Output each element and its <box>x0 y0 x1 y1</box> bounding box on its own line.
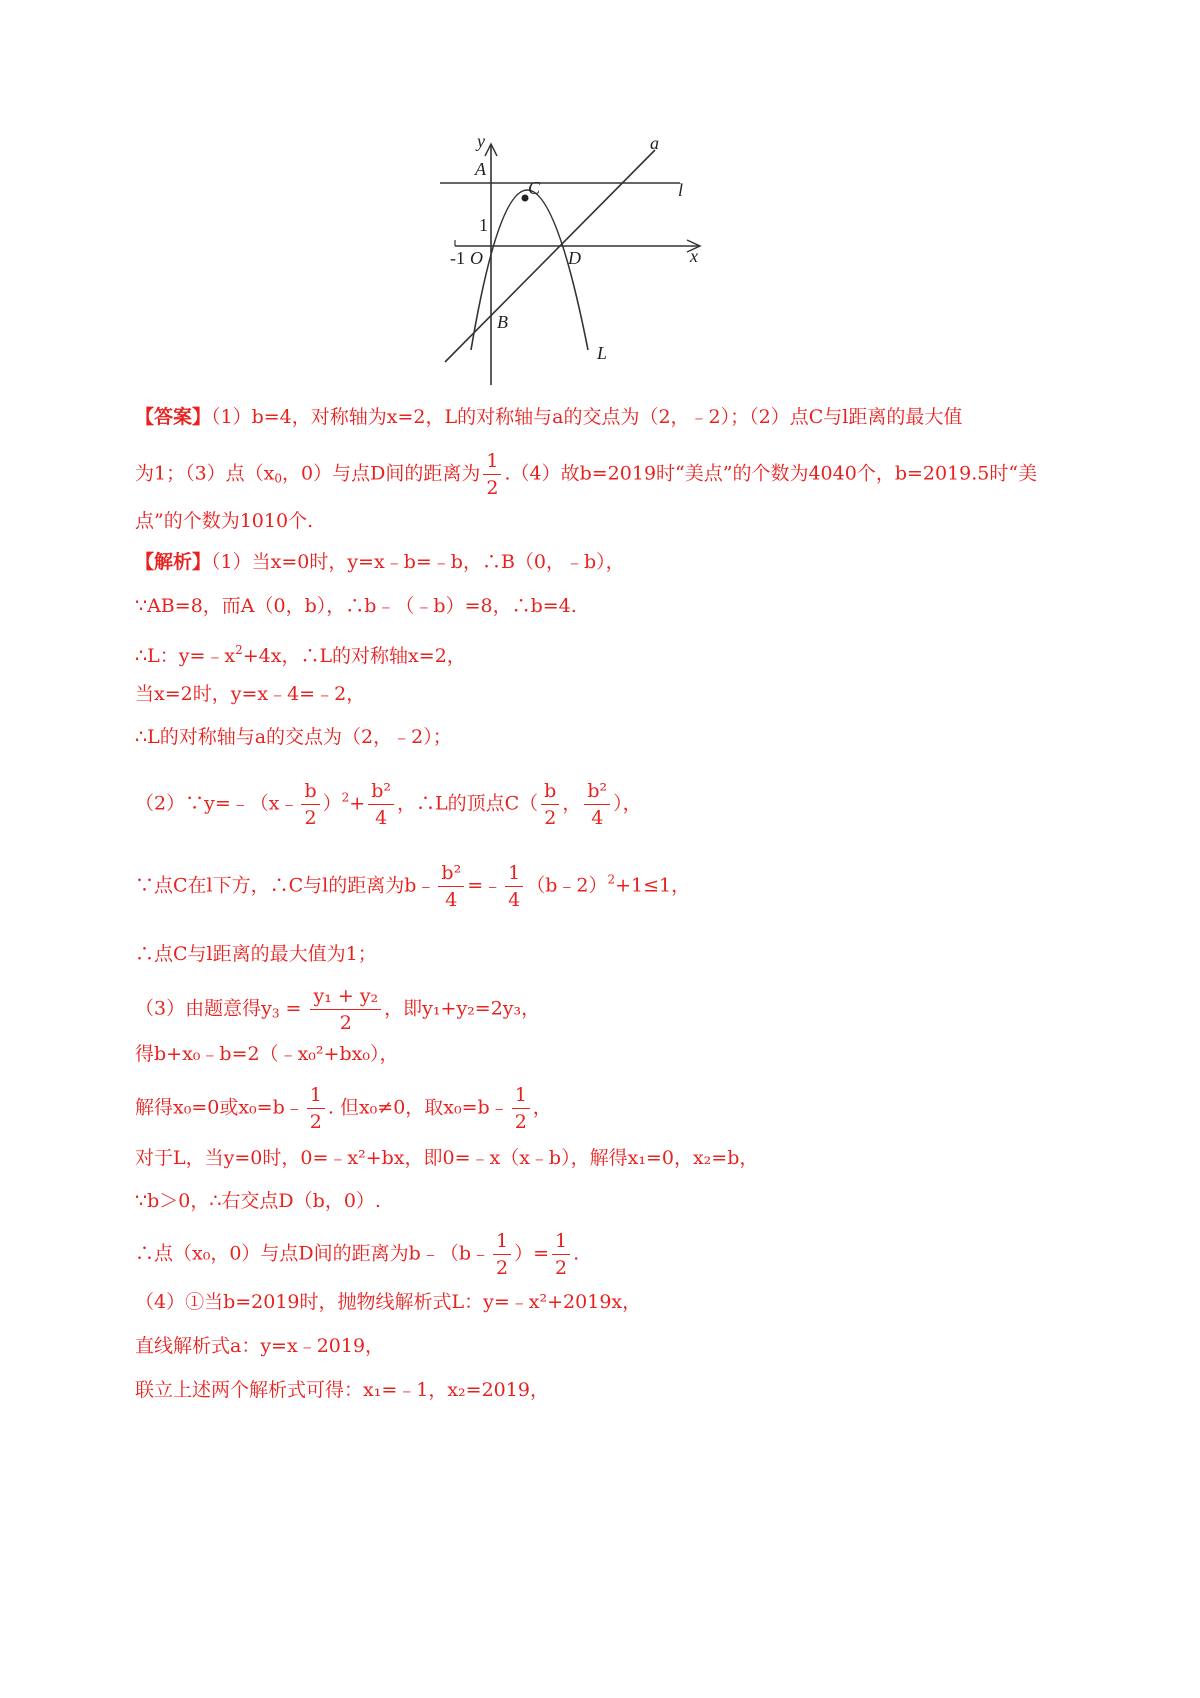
t: ）， <box>613 792 642 815</box>
fraction <box>505 860 523 913</box>
frac-num: y₁ + y₂ <box>310 983 381 1010</box>
frac-den: 2 <box>309 1111 322 1133</box>
t: ∵点C在l下方，∴C与l的距离为b﹣ <box>135 874 436 897</box>
frac-den: 2 <box>339 1012 352 1034</box>
analysis-line-17: 联立上述两个解析式可得：x₁=﹣1，x₂=2019， <box>135 1379 549 1401</box>
analysis-line-14 <box>135 1228 579 1281</box>
label-x: x <box>690 246 698 266</box>
label-O: O <box>470 248 483 268</box>
t: . 但x₀≠0，取x₀=b﹣ <box>327 1096 509 1119</box>
analysis-line-16: 直线解析式a：y=x﹣2019， <box>135 1335 385 1357</box>
t: （2）∵y=﹣（x﹣ <box>135 792 299 815</box>
frac-num: 1 <box>307 1082 325 1109</box>
frac-num: 1 <box>512 1082 530 1109</box>
t: +1≤1， <box>615 874 691 897</box>
label-neg-one: -1 <box>450 248 465 268</box>
frac-num: b <box>301 778 319 805</box>
answer-text-1: （1）b=4，对称轴为x=2，L的对称轴与a的交点为（2，﹣2）；（2）点C与l距离的最大值 <box>211 406 963 428</box>
sub: 3 <box>271 1006 280 1021</box>
frac-num: 1 <box>493 1228 511 1255</box>
frac-num: b² <box>438 860 464 887</box>
label-D: D <box>568 248 581 268</box>
t: ， <box>532 1096 552 1119</box>
t: ∴点（x₀，0）与点D间的距离为b﹣（b﹣ <box>135 1242 490 1265</box>
parabola-L <box>471 190 588 350</box>
analysis-line-2: ∵AB=8，而A（0，b），∴b﹣（﹣b）=8，∴b=4. <box>135 595 577 617</box>
t: . <box>573 1242 580 1265</box>
frac-den: 4 <box>375 807 388 829</box>
analysis-line-13: ∵b＞0，∴右交点D（b，0）. <box>135 1190 381 1212</box>
t: ，即y₁+y₂=2y₃， <box>384 997 541 1020</box>
analysis-text-3a: ∴L：y=﹣x <box>135 645 236 667</box>
fraction <box>301 778 319 831</box>
label-l: l <box>678 180 684 200</box>
fraction <box>310 983 381 1036</box>
frac-den: 2 <box>304 807 317 829</box>
analysis-line-3 <box>135 636 466 670</box>
analysis-line-6 <box>135 778 642 831</box>
analysis-line-7 <box>135 860 690 913</box>
answer-text-2a: 为1；（3）点（x <box>135 462 275 485</box>
analysis-line-1 <box>135 548 625 576</box>
frac-den: 2 <box>514 1111 527 1133</box>
t: （b﹣2） <box>526 874 608 897</box>
fraction <box>438 860 464 913</box>
frac-num: 1 <box>552 1228 570 1255</box>
t: ）= <box>514 1242 549 1265</box>
t: =﹣ <box>467 874 503 897</box>
analysis-tag: 【解析】 <box>135 551 212 573</box>
label-C: C <box>528 178 541 198</box>
sup: 2 <box>607 872 616 887</box>
analysis-line-15: （4）①当b=2019时，抛物线解析式L：y=﹣x²+2019x， <box>135 1291 642 1313</box>
analysis-text-3b: +4x，∴L的对称轴x=2， <box>242 645 466 667</box>
frac-num: b² <box>584 778 610 805</box>
graph-svg <box>450 131 785 420</box>
t: ） <box>322 792 342 815</box>
sup: 2 <box>235 643 243 657</box>
answer-text-2c: .（4）故b=2019时“美点”的个数为4040个，b=2019.5时“美 <box>504 462 1038 485</box>
fraction <box>368 778 394 831</box>
sup: 2 <box>341 790 350 805</box>
answer-line-1 <box>135 403 962 431</box>
t: ，∴L的顶点C（ <box>397 792 539 815</box>
analysis-line-10: 得b+x₀﹣b=2（﹣x₀²+bx₀）， <box>135 1043 399 1065</box>
t: = <box>279 997 308 1020</box>
frac-den: 2 <box>486 477 499 499</box>
t: + <box>349 792 366 815</box>
frac-num: 1 <box>483 448 501 475</box>
t: ， <box>562 792 582 815</box>
frac-den: 2 <box>555 1257 568 1279</box>
answer-sub: 0 <box>274 471 283 486</box>
label-L: L <box>597 343 608 363</box>
fraction <box>552 1228 570 1281</box>
analysis-line-4: 当x=2时，y=x﹣4=﹣2， <box>135 683 366 705</box>
frac-num: b² <box>368 778 394 805</box>
fraction <box>307 1082 325 1135</box>
fraction <box>493 1228 511 1281</box>
parabola-figure <box>450 131 785 420</box>
answer-tag: 【答案】 <box>135 406 212 428</box>
frac-num: b <box>541 778 559 805</box>
frac-den: 2 <box>544 807 557 829</box>
answer-line-3: 点”的个数为1010个. <box>135 510 314 532</box>
label-one: 1 <box>479 215 488 235</box>
label-y: y <box>477 131 485 151</box>
answer-line-2 <box>135 448 1037 501</box>
label-a: a <box>650 133 659 153</box>
label-A: A <box>475 159 486 179</box>
fraction <box>541 778 559 831</box>
fraction <box>584 778 610 831</box>
t: （3）由题意得y <box>135 997 272 1020</box>
frac-den: 4 <box>445 889 458 911</box>
answer-text-2b: ，0）与点D间的距离为 <box>282 462 481 485</box>
frac-num: 1 <box>505 860 523 887</box>
analysis-line-11 <box>135 1082 552 1135</box>
t: 解得x₀=0或x₀=b﹣ <box>135 1096 304 1119</box>
analysis-line-9 <box>135 983 540 1036</box>
frac-den: 2 <box>495 1257 509 1279</box>
fraction <box>512 1082 530 1135</box>
analysis-line-5: ∴L的对称轴与a的交点为（2，﹣2）； <box>135 726 452 748</box>
frac-den: 4 <box>591 807 604 829</box>
analysis-text-1: （1）当x=0时，y=x﹣b=﹣b，∴B（0，﹣b）， <box>211 551 625 573</box>
analysis-line-8: ∴点C与l距离的最大值为1； <box>135 943 377 965</box>
label-B: B <box>497 312 508 332</box>
analysis-line-12: 对于L，当y=0时，0=﹣x²+bx，即0=﹣x（x﹣b），解得x₁=0，x₂=b， <box>135 1147 759 1169</box>
frac-den: 4 <box>508 889 521 911</box>
fraction <box>483 448 501 501</box>
